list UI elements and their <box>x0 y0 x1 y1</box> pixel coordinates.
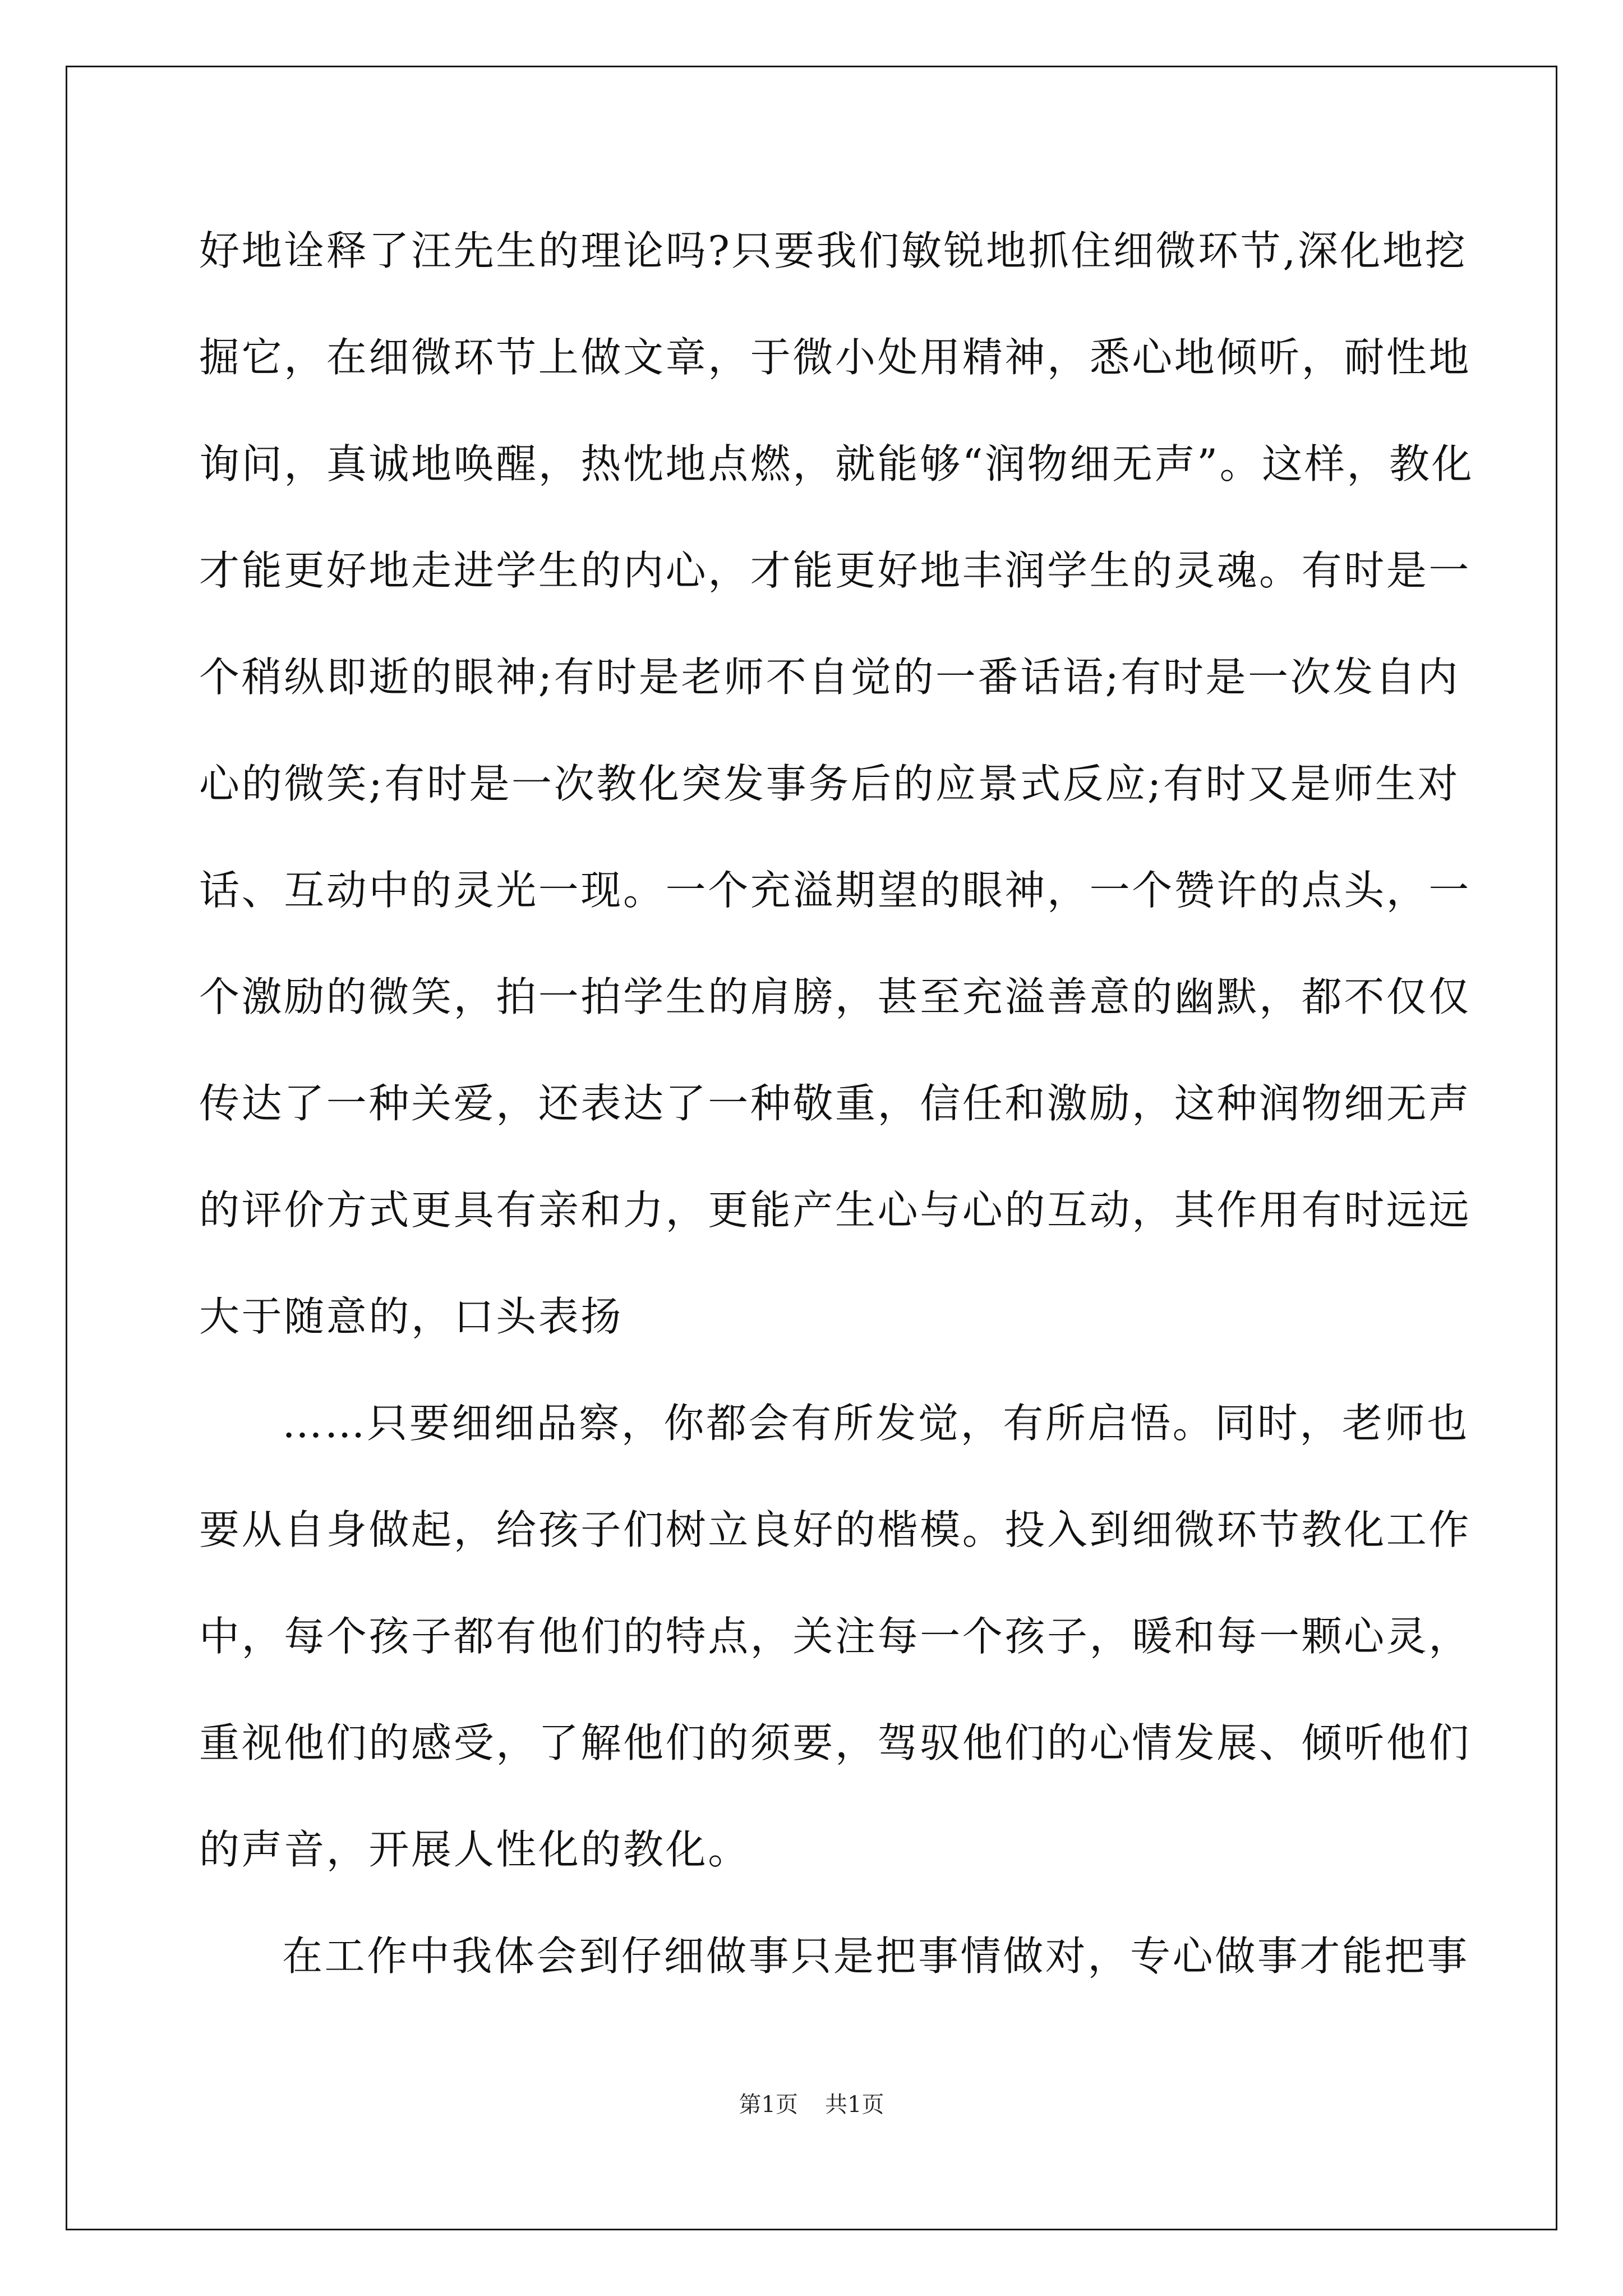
paragraph-2 <box>199 1370 1472 1903</box>
text-line: 话、互动中的灵光一现。一个充溢期望的眼神，一个赞许的点头，一 <box>199 867 1472 914</box>
paragraph-1 <box>199 197 1474 1370</box>
text-line: 好地诠释了汪先生的理论吗?只要我们敏锐地抓住细微环节,深化地挖 <box>199 227 1468 274</box>
text-line: 在工作中我体会到仔细做事只是把事情做对，专心做事才能把事 <box>282 1932 1469 1980</box>
text-line: 的评价方式更具有亲和力，更能产生心与心的互动，其作用有时远远 <box>199 1186 1472 1234</box>
text-line: 个稍纵即逝的眼神;有时是老师不自觉的一番话语;有时是一次发自内 <box>199 654 1460 701</box>
text-line: 掘它，在细微环节上做文章，于微小处用精神，悉心地倾听，耐性地 <box>199 334 1472 381</box>
document-body <box>199 197 1474 2009</box>
text-line: 的声音，开展人性化的教化。 <box>199 1826 750 1873</box>
text-line: 中，每个孩子都有他们的特点，关注每一个孩子，暖和每一颗心灵， <box>199 1613 1472 1660</box>
text-line: 要从自身做起，给孩子们树立良好的楷模。投入到细微环节教化工作 <box>199 1506 1472 1553</box>
text-line: 个激励的微笑，拍一拍学生的肩膀，甚至充溢善意的幽默，都不仅仅 <box>199 973 1472 1020</box>
page-footer <box>0 2087 1623 2119</box>
text-line: ……只要细细品察，你都会有所发觉，有所启悟。同时，老师也 <box>282 1400 1469 1447</box>
page-number: 第1页 <box>739 2092 798 2118</box>
page-total: 共1页 <box>825 2092 884 2118</box>
text-line: 心的微笑;有时是一次教化突发事务后的应景式反应;有时又是师生对 <box>199 760 1460 807</box>
text-line: 才能更好地走进学生的内心，才能更好地丰润学生的灵魂。有时是一 <box>199 547 1472 594</box>
text-line: 大于随意的，口头表扬 <box>199 1293 624 1340</box>
text-line: 重视他们的感受，了解他们的须要，驾驭他们的心情发展、倾听他们 <box>199 1719 1472 1766</box>
text-line: 传达了一种关爱，还表达了一种敬重，信任和激励，这种润物细无声 <box>199 1080 1472 1127</box>
paragraph-3 <box>199 1903 1469 2009</box>
text-line: 询问，真诚地唤醒，热忱地点燃，就能够“润物细无声”。这样，教化 <box>199 440 1474 487</box>
